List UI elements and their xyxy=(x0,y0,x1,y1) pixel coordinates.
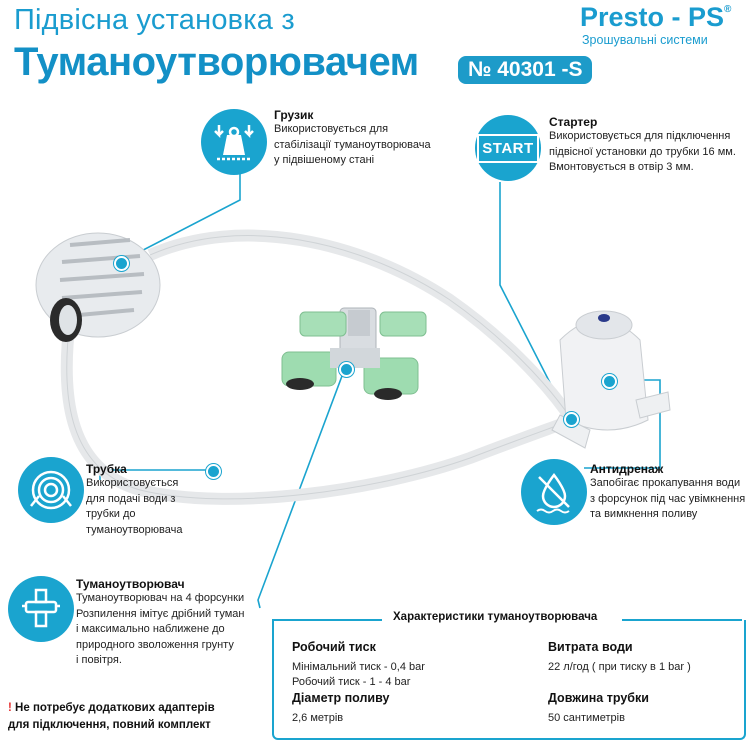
starter-line-1: Використовується для підключення xyxy=(549,130,731,142)
fogger-line-4: природного зволоження грунту xyxy=(76,638,234,651)
spec-diameter-value: 2,6 метрів xyxy=(292,712,344,724)
weight-title: Грузик xyxy=(274,108,314,122)
spec-pressure-title: Робочий тиск xyxy=(292,640,376,654)
warning-mark: ! xyxy=(8,702,12,714)
title-line-1: Підвісна установка з xyxy=(14,4,295,36)
tube-line-3: трубки до xyxy=(86,508,136,520)
starter-leader-line xyxy=(500,182,568,418)
spec-diameter-title: Діаметр поливу xyxy=(292,691,390,705)
starter-marker xyxy=(602,374,617,389)
kit-note-line-2: для підключення, повний комплект xyxy=(8,719,211,731)
title-line-2: Туманоутворювачем xyxy=(14,40,419,84)
starter-callout xyxy=(549,115,749,176)
fogger-line-1: Туманоутворювач на 4 форсунки xyxy=(76,592,245,604)
tube-callout xyxy=(86,462,216,538)
kit-note-line-1: Не потребує додаткових адаптерів xyxy=(15,702,215,714)
spec-flow-title: Витрата води xyxy=(548,640,633,654)
fogger-title: Туманоутворювач xyxy=(76,577,185,591)
spec-pressure-line-2: Робочий тиск - 1 - 4 bar xyxy=(292,676,411,688)
start-icon xyxy=(475,115,541,181)
fogger-icon xyxy=(8,576,74,642)
specs-heading: Характеристики туманоутворювача xyxy=(385,611,605,623)
antidrain-marker xyxy=(564,412,579,427)
fogger-callout xyxy=(76,577,266,669)
start-icon-label: START xyxy=(477,134,538,163)
fogger-part xyxy=(282,308,426,400)
brand-subtitle: Зрошувальні системи xyxy=(582,33,708,47)
weight-line-1: Використовується для xyxy=(274,123,389,135)
antidrain-callout xyxy=(590,462,748,523)
spec-flow xyxy=(548,640,738,675)
weight-icon xyxy=(201,109,267,175)
antidrain-title: Антидренаж xyxy=(590,462,664,476)
weight-marker xyxy=(114,256,129,271)
model-number-badge: № 40301 -S xyxy=(458,56,592,84)
antidrain-line-2: з форсунок під час увімкнення xyxy=(590,492,746,505)
fogger-line-3: і максимально наближене до xyxy=(76,623,225,635)
brand-name: Presto - PS xyxy=(580,2,725,32)
tube-title: Трубка xyxy=(86,462,127,476)
weight-line-2: стабілізації туманоутворювача xyxy=(274,138,431,151)
tube-line-2: для подачі води з xyxy=(86,492,176,505)
spec-tube-length-title: Довжина трубки xyxy=(548,691,649,705)
starter-title: Стартер xyxy=(549,115,598,129)
spec-tube-length-value: 50 сантиметрів xyxy=(548,712,625,724)
tube-line-1: Використовується xyxy=(86,477,179,489)
spec-diameter xyxy=(292,691,492,726)
kit-note xyxy=(8,700,215,734)
weight-part xyxy=(36,233,160,342)
registered-mark: ® xyxy=(724,4,732,15)
no-drip-icon xyxy=(521,459,587,525)
spec-pressure xyxy=(292,640,492,690)
weight-line-3: у підвішеному стані xyxy=(274,154,375,166)
weight-callout xyxy=(274,108,474,169)
fogger-line-2: Розпилення імітує дрібний туман xyxy=(76,607,245,620)
starter-line-2: підвісної установки до трубки 16 мм. xyxy=(549,145,736,158)
tube-line-4: туманоутворювача xyxy=(86,523,183,536)
spec-pressure-line-1: Мінімальний тиск - 0,4 bar xyxy=(292,661,425,673)
antidrain-line-1: Запобігає прокапування води xyxy=(590,477,741,489)
spec-tube-length xyxy=(548,691,738,726)
starter-line-3: Вмонтовується в отвір 3 мм. xyxy=(549,161,694,173)
coiled-tube-icon xyxy=(18,457,84,523)
antidrain-line-3: та вимкнення поливу xyxy=(590,508,698,520)
fogger-marker xyxy=(339,362,354,377)
spec-flow-value: 22 л/год ( при тиску в 1 bar ) xyxy=(548,661,691,673)
fogger-line-5: і повітря. xyxy=(76,654,122,666)
